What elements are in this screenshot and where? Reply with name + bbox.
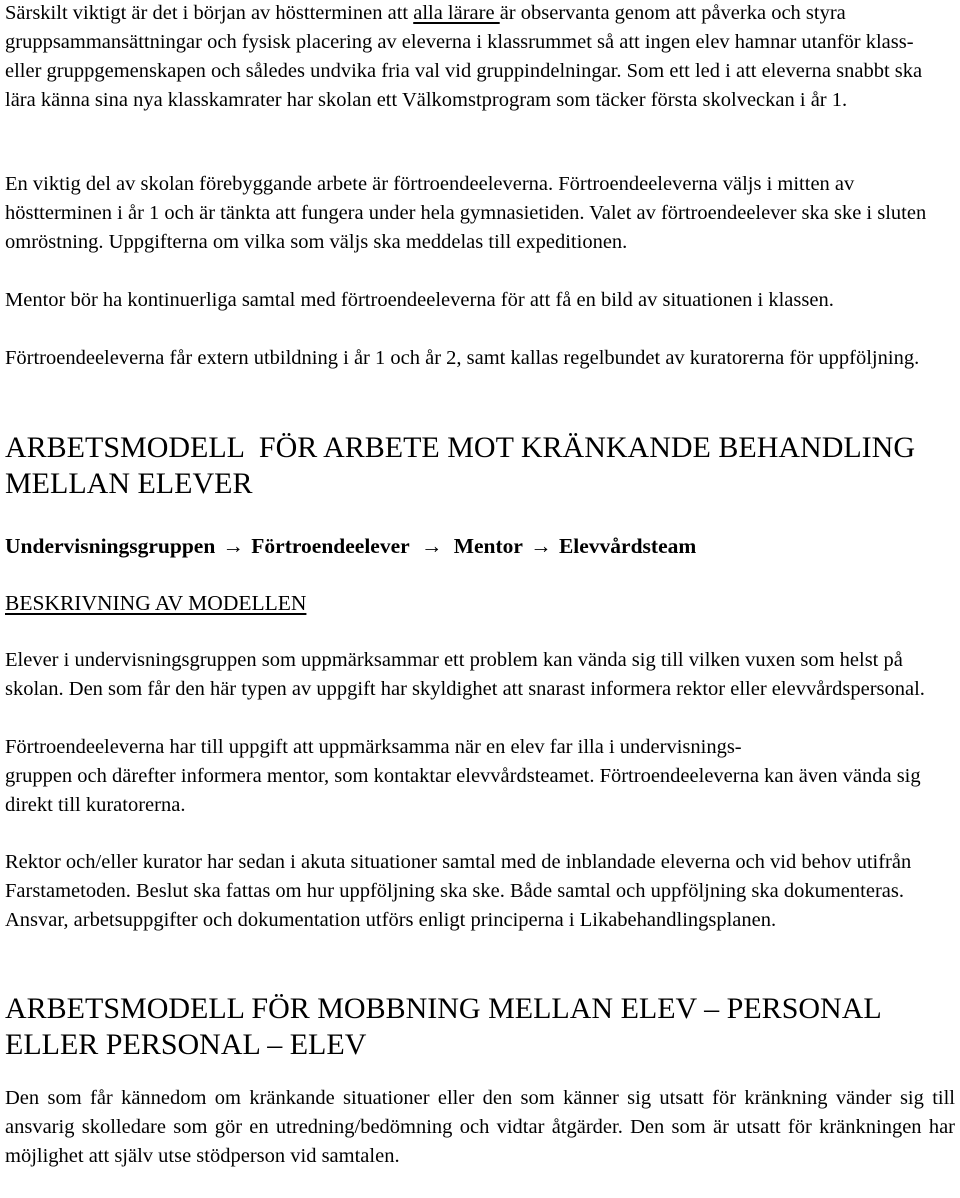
model-paragraph-2-line-1: Förtroendeeleverna har till uppgift att uppmärksamma när en elev far illa i undervisnings-	[5, 736, 742, 758]
model-paragraph-3: Rektor och/eller kurator har sedan i akuta situationer samtal med de inblandade eleverna och vid behov utifrån Farstametoden. Beslut ska fattas om hur uppföljning ska ske. Både samtal och uppföljning ska dokumenteras. Ansvar, arbetsuppgifter och dokumentation utförs enligt principerna i Likabehandlingsplanen.	[5, 851, 912, 931]
all-teachers-underlined-text: alla lärare	[413, 2, 500, 24]
right-arrow-icon: →	[530, 534, 552, 558]
flow-step-trusted-students: Förtroendeelever	[251, 534, 410, 558]
intro-text-end: är observanta genom att påverka och styra gruppsammansättningar och fysisk placering av eleverna i klassrummet så att ingen elev hamnar utanför klass- eller gruppgemenskapen och således undvika fria val vid gruppindelningar. Som ett led i att eleverna snabbt ska lära känna sina nya klasskamrater har skolan ett Välkomstprogram som täcker första skolveckan i år 1.	[5, 2, 923, 111]
model-paragraph-1: Elever i undervisningsgruppen som uppmärksammar ett problem kan vända sig till vilken vuxen som helst på skolan. Den som får den här typen av uppgift har skyldighet att snarast informera rektor eller elevvårdspersonal.	[5, 649, 925, 700]
section-heading-bullying-between-students: ARBETSMODELL FÖR ARBETE MOT KRÄNKANDE BEHANDLING MELLAN ELEVER	[5, 431, 923, 500]
model-paragraph-2-rest: gruppen och därefter informera mentor, som kontaktar elevvårdsteamet. Förtroendeeleverna kan även vända sig direkt till kuratorerna.	[5, 765, 921, 816]
workflow-chain	[5, 531, 955, 561]
intro-paragraph-2: En viktig del av skolan förebyggande arbete är förtroendeeleverna. Förtroendeeleverna väljs i mitten av höstterminen i år 1 och är tänkta att fungera under hela gymnasietiden. Valet av förtroendeelever ska ske i sluten omröstning. Uppgifterna om vilka som väljs ska meddelas till expeditionen.	[5, 173, 927, 253]
intro-paragraph-1	[5, 0, 955, 115]
flow-step-student-welfare-team: Elevvårdsteam	[558, 534, 697, 558]
right-arrow-icon: →	[222, 534, 245, 558]
intro-text-start: Särskilt viktigt är det i början av höstterminen att	[5, 2, 414, 24]
staff-section-paragraph-1: Den som får kännedom om kränkande situationer eller den som känner sig utsatt för kränkning vänder sig till ansvarig skolledare som gör en utredning/bedömning och vidtar åtgärder. Den som är utsatt för kränkningen har möjlighet att själv utse stödperson vid samtalen.	[5, 1087, 955, 1167]
right-arrow-icon: →	[420, 534, 443, 558]
flow-step-mentor: Mentor	[453, 534, 523, 558]
model-description-subheading: BESKRIVNING AV MODELLEN	[5, 591, 307, 615]
section-heading-bullying-student-staff: ARBETSMODELL FÖR MOBBNING MELLAN ELEV – PERSONAL ELLER PERSONAL – ELEV	[5, 992, 881, 1061]
intro-paragraph-3: Mentor bör ha kontinuerliga samtal med förtroendeeleverna för att få en bild av situationen i klassen.	[5, 289, 834, 311]
intro-paragraph-4: Förtroendeeleverna får extern utbildning i år 1 och år 2, samt kallas regelbundet av kuratorerna för uppföljning.	[5, 347, 920, 369]
flow-step-teaching-group: Undervisningsgruppen	[5, 534, 216, 558]
model-paragraph-2	[5, 733, 955, 820]
